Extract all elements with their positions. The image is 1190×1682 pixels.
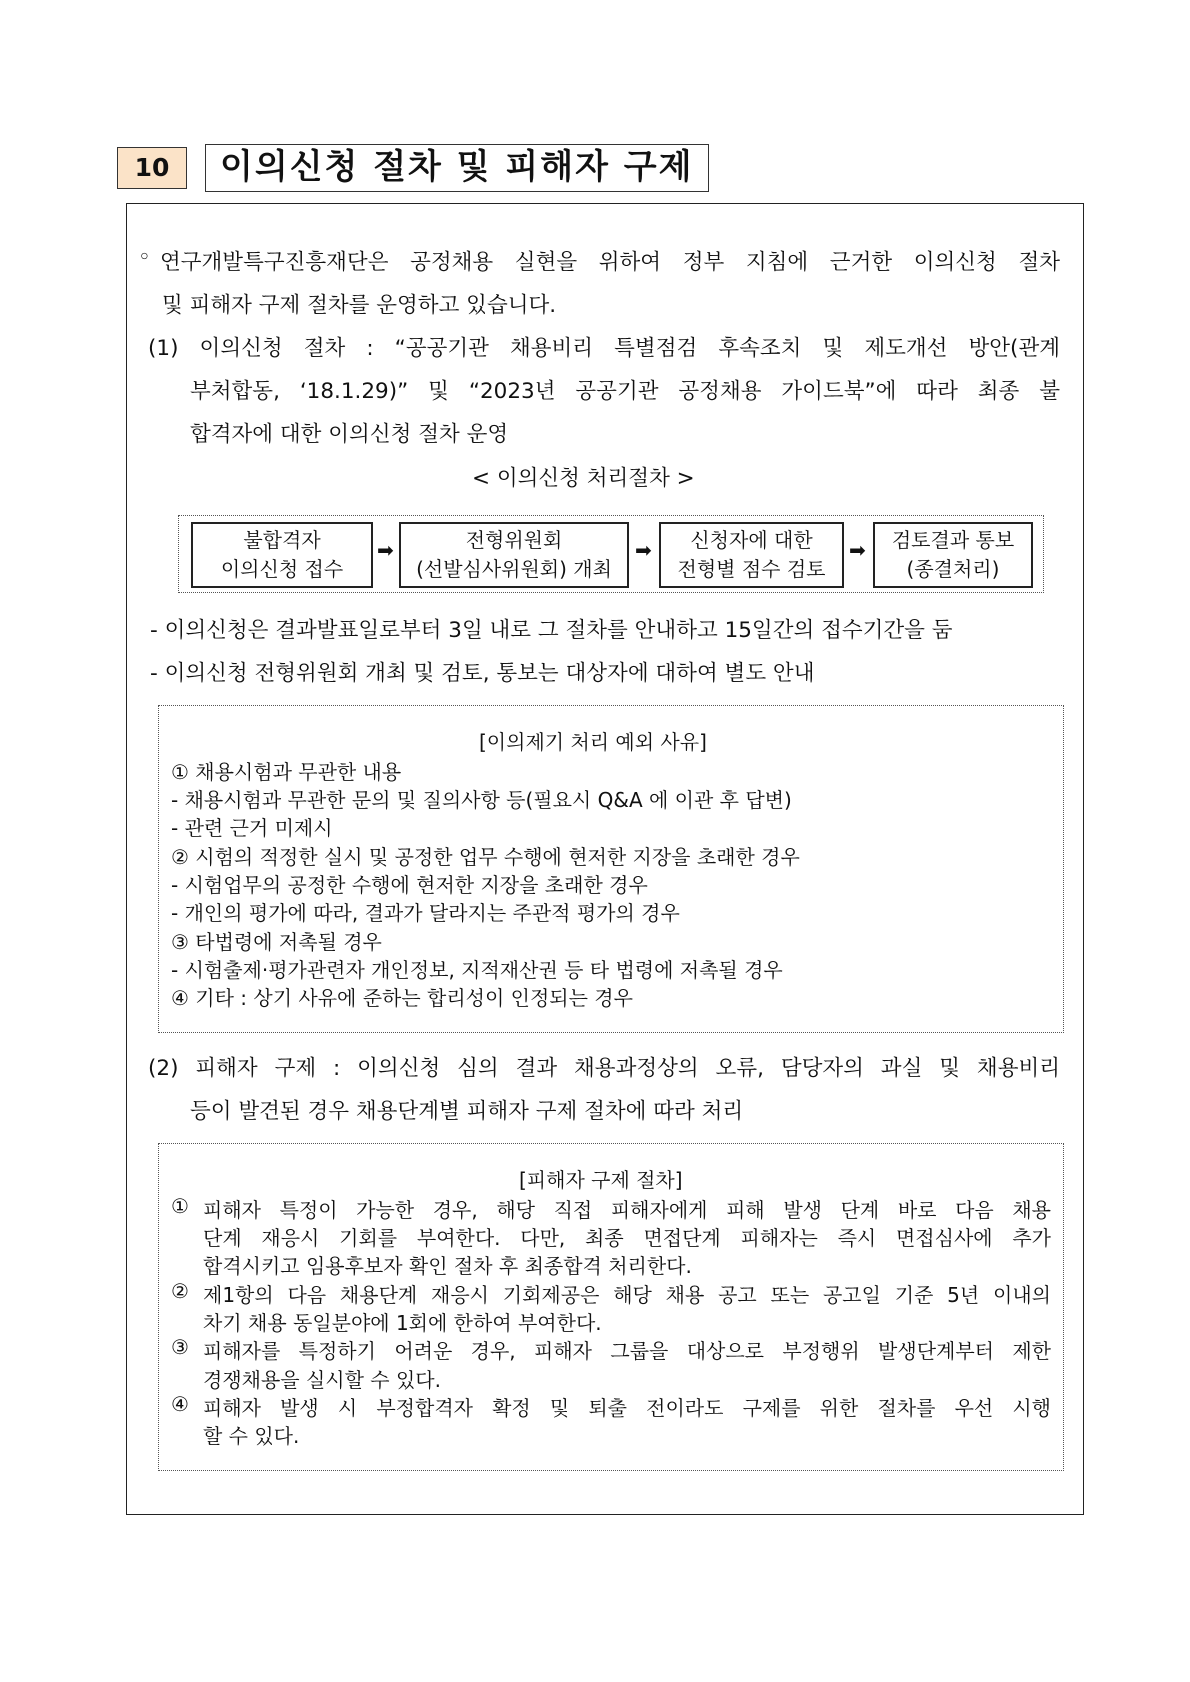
section-title: 이의신청 절차 및 피해자 구제 bbox=[205, 144, 709, 192]
relief-item-number: ① bbox=[171, 1194, 189, 1218]
relief-item-number: ④ bbox=[171, 1392, 189, 1416]
exceptions-line: ④ 기타 : 상기 사유에 준하는 합리성이 인정되는 경우 bbox=[171, 986, 633, 1010]
relief-item-line: 피해자 특정이 가능한 경우, 해당 직접 피해자에게 피해 발생 단계 바로 다음 채용 bbox=[203, 1198, 1051, 1222]
relief-item-number: ③ bbox=[171, 1335, 189, 1359]
relief-item-line: 제1항의 다음 채용단계 재응시 기회제공은 해당 채용 공고 또는 공고일 기준 5년 이내의 bbox=[203, 1283, 1051, 1307]
flow-step-1-line-2: 이의신청 접수 bbox=[220, 557, 344, 581]
exceptions-line: ② 시험의 적정한 실시 및 공정한 업무 수행에 현저한 지장을 초래한 경우 bbox=[171, 845, 800, 869]
flow-step-1 bbox=[191, 522, 373, 588]
item1-line-3: 합격자에 대한 이의신청 절차 운영 bbox=[190, 422, 509, 447]
relief-box bbox=[158, 1143, 1064, 1471]
note-line-2: - 이의신청 전형위원회 개최 및 검토, 통보는 대상자에 대하여 별도 안내 bbox=[150, 661, 815, 686]
relief-item-line: 단계 재응시 기회를 부여한다. 다만, 최종 면접단계 피해자는 즉시 면접심사에 추가 bbox=[203, 1226, 1051, 1250]
intro-line-2: 및 피해자 구제 절차를 운영하고 있습니다. bbox=[162, 293, 557, 318]
exceptions-line: - 시험출제·평가관련자 개인정보, 지적재산권 등 타 법령에 저촉될 경우 bbox=[171, 958, 783, 982]
arrow-right-icon: ➡ bbox=[377, 538, 394, 562]
exceptions-line: - 개인의 평가에 따라, 결과가 달라지는 주관적 평가의 경우 bbox=[171, 901, 680, 925]
exceptions-line: - 관련 근거 미제시 bbox=[171, 816, 333, 840]
flow-step-4-line-2: (종결처리) bbox=[906, 557, 1000, 581]
exceptions-line: ③ 타법령에 저촉될 경우 bbox=[171, 930, 382, 954]
process-flow bbox=[178, 515, 1044, 593]
flow-step-4 bbox=[873, 522, 1033, 588]
item2-line-2: 등이 발견된 경우 채용단계별 피해자 구제 절차에 따라 처리 bbox=[190, 1099, 744, 1124]
arrow-right-icon: ➡ bbox=[635, 538, 652, 562]
relief-item-line: 할 수 있다. bbox=[203, 1424, 300, 1448]
flow-step-3 bbox=[659, 522, 844, 588]
item2-line-1: (2) 피해자 구제 : 이의신청 심의 결과 채용과정상의 오류, 담당자의 과실 및 채용비리 bbox=[148, 1056, 1060, 1081]
exceptions-box bbox=[158, 705, 1064, 1033]
flow-step-4-line-1: 검토결과 통보 bbox=[891, 528, 1015, 552]
exceptions-line: - 시험업무의 공정한 수행에 현저한 지장을 초래한 경우 bbox=[171, 873, 648, 897]
relief-title: [피해자 구제 절차] bbox=[519, 1168, 683, 1192]
intro-line-1: 연구개발특구진흥재단은 공정채용 실현을 위하여 정부 지침에 근거한 이의신청 절차 bbox=[160, 250, 1060, 275]
exceptions-title: [이의제기 처리 예외 사유] bbox=[479, 730, 707, 754]
flow-step-2-line-1: 전형위원회 bbox=[465, 528, 563, 552]
flow-step-2-line-2: (선발심사위원회) 개최 bbox=[416, 557, 612, 581]
intro-bullet: ◦ bbox=[138, 245, 151, 270]
relief-item-line: 차기 채용 동일분야에 1회에 한하여 부여한다. bbox=[203, 1311, 602, 1335]
exceptions-line: - 채용시험과 무관한 문의 및 질의사항 등(필요시 Q&A 에 이관 후 답변) bbox=[171, 788, 792, 812]
arrow-right-icon: ➡ bbox=[849, 538, 866, 562]
flow-step-2 bbox=[399, 522, 629, 588]
relief-item-line: 피해자를 특정하기 어려운 경우, 피해자 그룹을 대상으로 부정행위 발생단계부터 제한 bbox=[203, 1339, 1051, 1363]
note-line-1: - 이의신청은 결과발표일로부터 3일 내로 그 절차를 안내하고 15일간의 접수기간을 둠 bbox=[150, 618, 953, 643]
relief-item-line: 경쟁채용을 실시할 수 있다. bbox=[203, 1368, 441, 1392]
exceptions-line: ① 채용시험과 무관한 내용 bbox=[171, 760, 402, 784]
item1-line-1: (1) 이의신청 절차 : “공공기관 채용비리 특별점검 후속조치 및 제도개선 방안(관계 bbox=[148, 336, 1060, 361]
relief-item-number: ② bbox=[171, 1279, 189, 1303]
flow-step-3-line-2: 전형별 점수 검토 bbox=[677, 557, 826, 581]
relief-item-line: 피해자 발생 시 부정합격자 확정 및 퇴출 전이라도 구제를 위한 절차를 우선 시행 bbox=[203, 1396, 1051, 1420]
relief-item-line: 합격시키고 임용후보자 확인 절차 후 최종합격 처리한다. bbox=[203, 1254, 692, 1278]
section-number: 10 bbox=[117, 147, 187, 189]
flow-title: < 이의신청 처리절차 > bbox=[472, 466, 695, 491]
flow-step-1-line-1: 불합격자 bbox=[243, 528, 321, 552]
flow-step-3-line-1: 신청자에 대한 bbox=[690, 528, 813, 552]
item1-line-2: 부처합동, ‘18.1.29)” 및 “2023년 공공기관 공정채용 가이드북”에 따라 최종 불 bbox=[190, 379, 1060, 404]
